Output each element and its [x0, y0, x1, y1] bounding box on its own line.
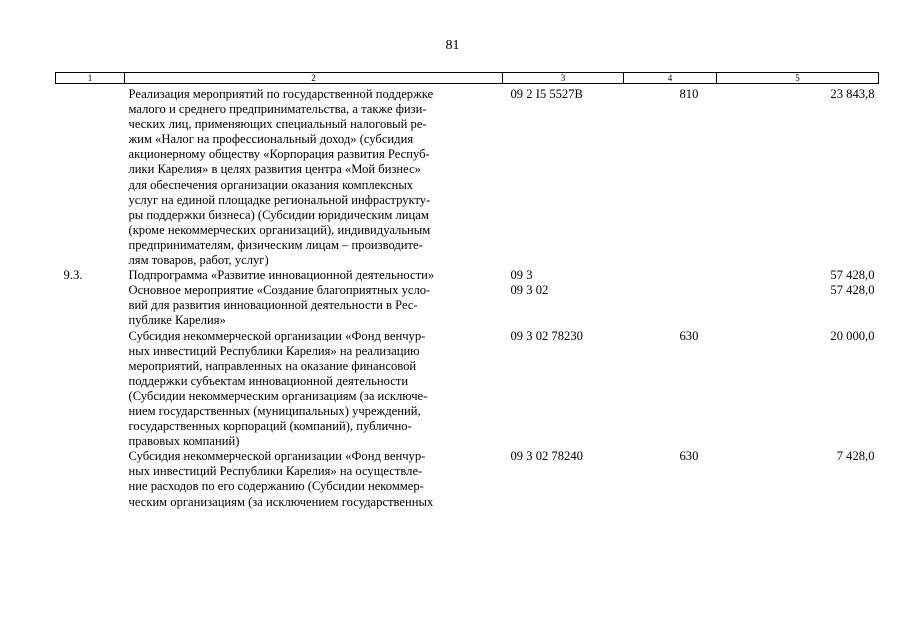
row-number: 9.3.	[63, 268, 83, 283]
row-amount: 57 428,0	[830, 283, 875, 298]
description-line: ческих лиц, применяющих специальный налоговый ре-	[128, 117, 427, 132]
row-classification-code: 09 2 I5 5527B	[510, 87, 583, 101]
row-description	[125, 84, 503, 269]
row-amount: 20 000,0	[830, 328, 875, 343]
description-line: ных инвестиций Республики Карелия» на осуществле-	[128, 464, 423, 479]
table-header	[56, 73, 879, 84]
row-number	[56, 84, 125, 269]
table-body	[56, 84, 879, 510]
description-line: ческим организациям (за исключением государственных	[128, 494, 434, 509]
description-lines	[129, 283, 499, 328]
budget-table-container	[55, 72, 878, 510]
row-classification-code: 09 3 02 78240	[510, 449, 583, 464]
row-description	[125, 268, 503, 283]
description-line: услуг на единой площадке региональной инфраструкту-	[128, 192, 431, 207]
row-amount: 23 843,8	[830, 87, 875, 101]
description-line: лики Карелия» в целях развития центра «Мой бизнес»	[128, 162, 421, 177]
description-line: ры поддержки бизнеса) (Субсидии юридическим лицам	[128, 207, 429, 222]
description-line: Субсидия некоммерческой организации «Фонд венчур-	[128, 449, 426, 464]
header-col-2: 2	[125, 73, 503, 84]
description-line: вий для развития инновационной деятельности в Рес-	[128, 298, 418, 313]
row-number	[56, 283, 125, 328]
description-line: Субсидия некоммерческой организации «Фонд венчур-	[128, 328, 426, 343]
row-expense-type: 810	[679, 87, 699, 101]
description-line: ние расходов по его содержанию (Субсидии некоммер-	[128, 479, 424, 494]
description-line: государственных корпораций (компаний), публично-	[128, 419, 412, 434]
row-description	[125, 329, 503, 450]
description-line: жим «Налог на профессиональный доход» (субсидия	[128, 132, 414, 147]
row-description	[125, 449, 503, 509]
header-col-4: 4	[624, 73, 717, 84]
header-col-5: 5	[717, 73, 879, 84]
description-line: публике Карелия»	[128, 313, 226, 328]
description-line: нием государственных (муниципальных) учреждений,	[128, 403, 421, 418]
description-line: ных инвестиций Республики Карелия» на реализацию	[128, 343, 420, 358]
row-amount: 7 428,0	[836, 449, 875, 464]
description-line: (Субсидии некоммерческим организациям (за исключе-	[128, 388, 428, 403]
description-line: мероприятий, направленных на оказание финансовой	[128, 358, 417, 373]
row-classification-code: 09 3	[510, 268, 533, 283]
row-expense-type	[624, 268, 717, 283]
description-line: лям товаров, работ, услуг)	[128, 253, 269, 268]
row-classification-code: 09 3 02	[510, 283, 549, 298]
header-col-1: 1	[56, 73, 125, 84]
row-expense-type: 630	[679, 449, 699, 464]
row-description	[125, 283, 503, 328]
table-row	[56, 84, 879, 269]
table-row	[56, 268, 879, 283]
description-lines	[129, 329, 499, 450]
header-row	[56, 73, 879, 84]
row-amount: 57 428,0	[830, 268, 875, 283]
row-classification-code: 09 3 02 78230	[510, 328, 583, 343]
row-expense-type	[624, 283, 717, 328]
row-expense-type: 630	[679, 328, 699, 343]
table-row	[56, 449, 879, 509]
description-line: предпринимателям, физическим лицам – производите-	[128, 237, 423, 252]
description-line: для обеспечения организации оказания комплексных	[128, 177, 414, 192]
row-number	[56, 449, 125, 509]
budget-table	[55, 72, 879, 510]
description-line: малого и среднего предпринимательства, а также физи-	[128, 102, 427, 117]
header-col-3: 3	[503, 73, 624, 84]
page-number: 81	[445, 38, 460, 53]
description-line: Подпрограмма «Развитие инновационной деятельности»	[128, 268, 435, 283]
table-row	[56, 329, 879, 450]
description-line: (кроме некоммерческих организаций), индивидуальным	[128, 222, 431, 237]
description-lines	[129, 87, 499, 268]
row-number	[56, 329, 125, 450]
description-line: акционерному обществу «Корпорация развития Респуб-	[128, 147, 430, 162]
description-line: Основное мероприятие «Создание благоприятных усло-	[128, 283, 431, 298]
description-lines	[129, 449, 499, 509]
table-row	[56, 283, 879, 328]
description-line: правовых компаний)	[128, 434, 240, 449]
description-line: поддержки субъектам инновационной деятельности	[128, 373, 409, 388]
description-line: Реализация мероприятий по государственной поддержке	[128, 87, 434, 101]
description-lines	[129, 268, 499, 283]
